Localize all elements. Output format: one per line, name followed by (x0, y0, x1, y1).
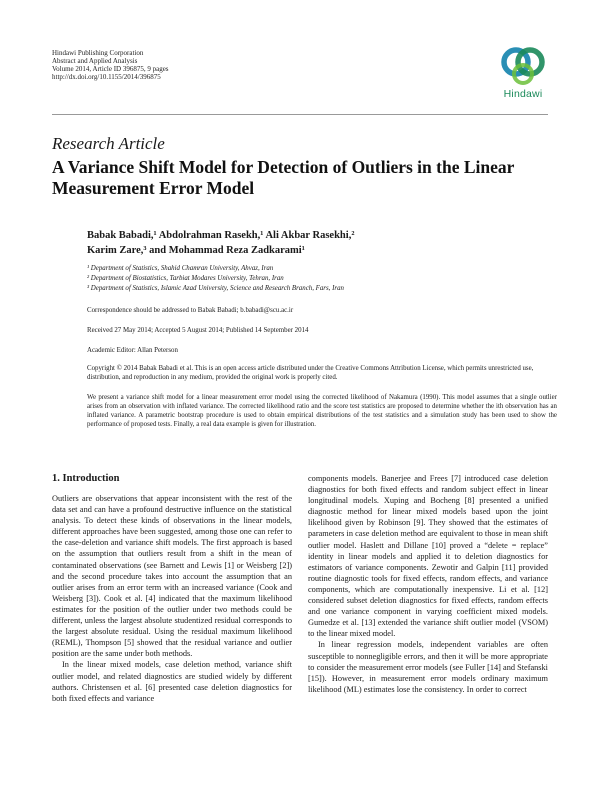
affiliation-2: ² Department of Biostatistics, Tarbiat Modares University, Tehran, Iran (87, 275, 284, 282)
paragraph: In linear regression models, independent variables are often susceptible to nonnegligible errors, and then it will be more appropriate to consider the measurement error models (see Fuller [14] and Stefanski [15]). However, in measurement error models ordinary maximum likelihood (ML) estimates lose the consistency. In order to correct (308, 640, 548, 694)
publisher-name: Hindawi Publishing Corporation (52, 49, 144, 57)
journal-header (52, 49, 169, 81)
header-divider (52, 114, 548, 115)
article-title: A Variance Shift Model for Detection of Outliers in the Linear Measurement Error Model (52, 157, 515, 198)
copyright-notice: Copyright © 2014 Babak Babadi et al. This is an open access article distributed under the Creative Commons Attribution License, which permits unrestricted use, distribution, and reproduction in any medium, provided the original work is properly cited. (87, 365, 534, 381)
abstract-text: We present a variance shift model for a linear measurement error model using the corrected likelihood of Nakamura (1990). This model assumes that a single outlier arises from an observation with inflated variance. The corrected likelihood ratio and the score test statistics are proposed to determine whether the ith observation has an inflated variance. A parametric bootstrap procedure is used to obtain empirical distributions of the test statistics and a simulation study has been used to show the performance of proposed tests. Finally, a real data example is given for illustration. (87, 394, 557, 428)
publication-dates: Received 27 May 2014; Accepted 5 August 2014; Published 14 September 2014 (87, 327, 309, 334)
hindawi-logo-text: Hindawi (503, 88, 543, 100)
body-column-left (52, 493, 292, 704)
authors-line-2: Karim Zare,³ and Mohammad Reza Zadkarami¹ (87, 245, 305, 256)
affiliations (87, 264, 344, 294)
academic-editor: Academic Editor: Allan Peterson (87, 347, 178, 354)
hindawi-logo (496, 44, 550, 104)
affiliation-3: ³ Department of Statistics, Islamic Azad University, Science and Research Branch, Fars, Iran (87, 285, 344, 292)
volume-info: Volume 2014, Article ID 396875, 9 pages (52, 65, 169, 73)
article-type-label: Research Article (52, 134, 165, 153)
paragraph: Outliers are observations that appear inconsistent with the rest of the data set and can have a profound destructive influence on the statistical analysis. To detect these kinds of observations in the linear models, different approaches have been suggested, among those one can refer to the case-deletion and variance shift models. The first approach is based on the assumption that outliers result from a shift in the mean of contaminated observations (see Barnett and Lewis [1] or Weisberg [2]) and the second procedure takes into account the assumption that an outlier arises from an error term with an increased variance (Cook and Weisberg [3]). Cook et al. [4] indicated that the maximum likelihood estimates for the position of the outlier under two methods could be different, unless the largest absolute studentized residual corresponds to the largest absolute residual. Using the residual maximum likelihood (REML), Thompson [5] showed that the residual variance and outlier position are the same under both methods. (52, 494, 292, 659)
body-column-right (308, 473, 548, 695)
hindawi-logo-icon (496, 44, 550, 88)
doi-link[interactable]: http://dx.doi.org/10.1155/2014/396875 (52, 73, 161, 81)
affiliation-1: ¹ Department of Statistics, Shahid Chamran University, Ahvaz, Iran (87, 265, 274, 272)
paragraph: In the linear mixed models, case deletion method, variance shift outlier model, and related diagnostics are studied widely by different authors. Christensen et al. [6] presented case deletion diagnostics for both fixed effects and variance (52, 660, 292, 703)
journal-name: Abstract and Applied Analysis (52, 57, 138, 65)
paragraph: components models. Banerjee and Frees [7] introduced case deletion diagnostics for both fixed effects and random subject effect in linear longitudinal models. Xuping and Bocheng [8] presented a unified diagnostic method for linear mixed models based upon the joint likelihood given by Robinson [9]. They showed that the estimates of parameters in case deletion method are equivalent to those in mean shift outlier model. Haslett and Dillane [10] proved a “delete = replace” identity in linear models and applied it to deletion diagnostics for estimators of variance components. Zewotir and Galpin [11] provided routine diagnostic tools for fixed effects, random effects, and variance components, which are computationally inexpensive. Li et al. [12] considered subset deletion diagnostics for fixed effects, random effects and one variance component in varying coefficient mixed models. Gumedze et al. [13] extended the variance shift outlier model (VSOM) to the linear mixed model. (308, 474, 548, 639)
correspondence-note: Correspondence should be addressed to Babak Babadi; b.babadi@scu.ac.ir (87, 307, 294, 314)
authors-line-1: Babak Babadi,¹ Abdolrahman Rasekh,¹ Ali Akbar Rasekhi,² (87, 230, 355, 241)
author-list (87, 228, 507, 258)
section-heading-introduction: 1. Introduction (52, 473, 120, 484)
